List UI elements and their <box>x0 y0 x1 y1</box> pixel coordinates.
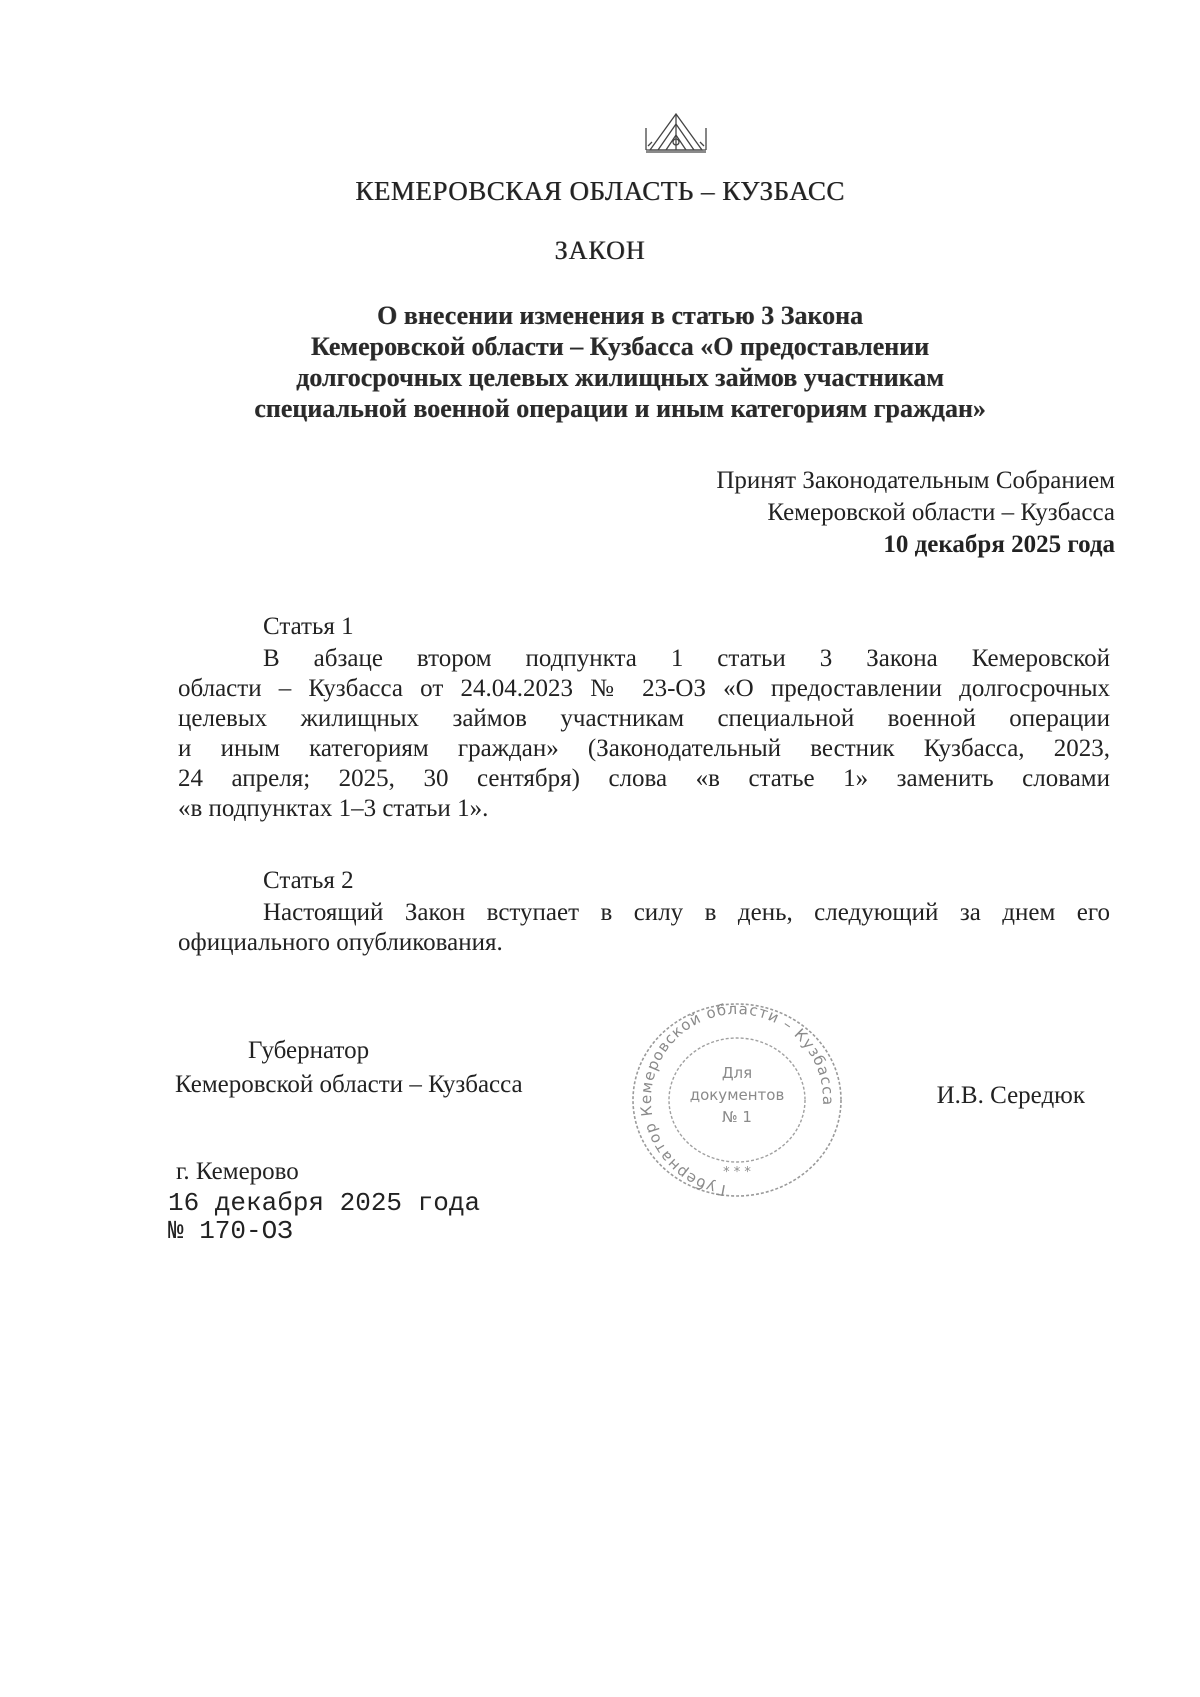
governor-name: И.В. Середюк <box>936 1082 1085 1109</box>
region-title: КЕМЕРОВСКАЯ ОБЛАСТЬ – КУЗБАСС <box>355 176 845 206</box>
law-title-line: О внесении изменения в статью 3 Закона <box>376 301 864 330</box>
governor-title-line: Кемеровской области – Кузбасса <box>175 1071 523 1098</box>
article-text-line: целевых жилищных займов участникам специальной военной операции <box>178 705 1110 732</box>
article-text-line: и иным категориям граждан» (Законодательный вестник Кузбасса, 2023, <box>178 735 1110 762</box>
article-text-line: официального опубликования. <box>178 929 503 956</box>
document-type: ЗАКОН <box>554 236 646 265</box>
official-seal <box>622 1000 852 1210</box>
article-text-line: области – Кузбасса от 24.04.2023 № 23-ОЗ «О предоставлении долгосрочных <box>178 675 1110 702</box>
kuzbass-emblem-icon <box>644 108 708 154</box>
article-1 <box>178 612 1110 824</box>
article-text-line: В абзаце втором подпункта 1 статьи 3 Закона Кемеровской <box>263 645 1110 672</box>
law-title-line: специальной военной операции и иным категориям граждан» <box>254 394 986 423</box>
signing-block <box>168 1189 480 1245</box>
adoption-line: Принят Законодательным Собранием <box>716 467 1115 494</box>
adoption-date: 10 декабря 2025 года <box>883 531 1115 558</box>
article-text-line: 24 апреля; 2025, 30 сентября) слова «в статье 1» заменить словами <box>178 765 1110 792</box>
law-number: № 170-ОЗ <box>168 1216 293 1246</box>
article-2 <box>178 866 1110 958</box>
signing-place: г. Кемерово <box>176 1158 299 1185</box>
adoption-block <box>716 465 1115 561</box>
seal-center-line: Для <box>721 1064 753 1082</box>
seal-ring-text: Губернатор Кемеровской области – Кузбасса <box>636 1000 838 1200</box>
seal-stars: * * * <box>723 1165 751 1180</box>
seal-center-line: № 1 <box>722 1108 752 1126</box>
adoption-line: Кемеровской области – Кузбасса <box>767 499 1115 526</box>
signing-date: 16 декабря 2025 года <box>168 1188 481 1218</box>
article-text-line: Настоящий Закон вступает в силу в день, следующий за днем его <box>263 899 1110 926</box>
governor-title-line: Губернатор <box>248 1037 370 1064</box>
article-heading: Статья 2 <box>263 867 354 894</box>
law-title-line: Кемеровской области – Кузбасса «О предоставлении <box>310 332 930 361</box>
governor-title <box>175 1034 523 1102</box>
seal-center-line: документов <box>689 1086 785 1104</box>
article-heading: Статья 1 <box>263 613 354 640</box>
law-title-line: долгосрочных целевых жилищных займов участникам <box>296 363 944 392</box>
law-title <box>200 300 1040 424</box>
article-text-line: «в подпунктах 1–3 статьи 1». <box>178 795 489 822</box>
